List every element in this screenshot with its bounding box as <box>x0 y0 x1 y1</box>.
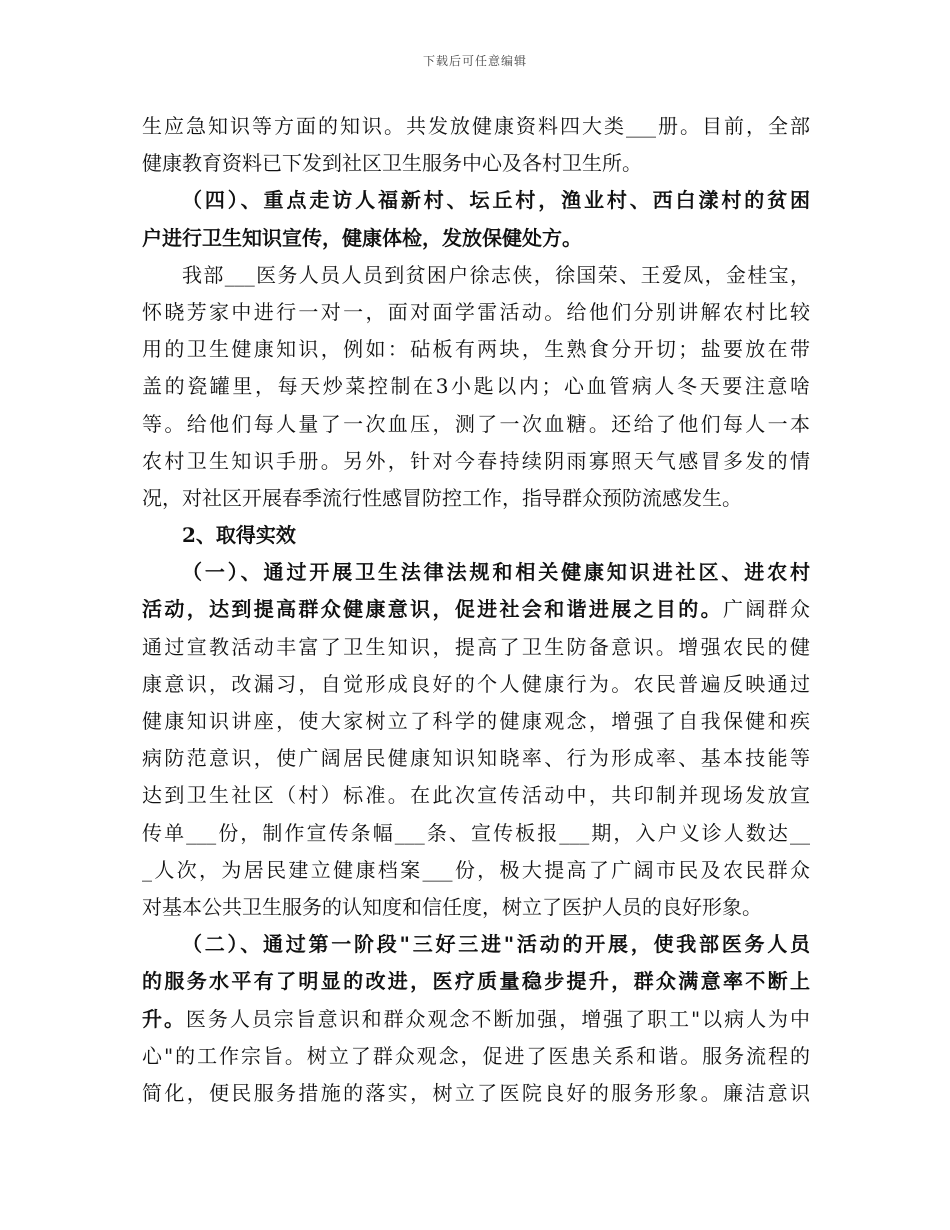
page-header: 下载后可任意编辑 <box>422 54 527 68</box>
text-line <box>142 331 810 368</box>
text-line <box>142 889 810 926</box>
line-text: 传单___份，制作宣传条幅___条、宣传板报___期，入户义诊人数达__ <box>142 820 810 845</box>
document-body <box>142 108 810 1112</box>
section-heading <box>142 926 810 963</box>
text-line <box>142 443 810 480</box>
bold-text: 升。 <box>142 1006 186 1031</box>
text-line <box>142 108 810 145</box>
text-line <box>142 294 810 331</box>
line-text: 等。给他们每人量了一次血压，测了一次血糖。还给了他们每人一本 <box>142 411 810 436</box>
line-text: （二）、通过第一阶段"三好三进"活动的开展，使我部医务人员 <box>182 932 810 957</box>
line-text: 农村卫生知识手册。另外，针对今春持续阴雨寡照天气感冒多发的情 <box>142 448 810 473</box>
section-heading <box>142 517 810 554</box>
text-line <box>142 591 810 628</box>
text-line <box>142 815 810 852</box>
line-text: 况，对社区开展春季流行性感冒防控工作，指导群众预防流感发生。 <box>142 485 742 510</box>
line-text: 达到卫生社区（村）标准。在此次宣传活动中，共印制并现场发放宣 <box>142 783 810 808</box>
line-text: 心"的工作宗旨。树立了群众观念，促进了医患关系和谐。服务流程的 <box>142 1043 810 1068</box>
text-line <box>142 777 810 814</box>
text-line <box>142 1001 810 1038</box>
line-text: 的服务水平有了明显的改进，医疗质量稳步提升，群众满意率不断上 <box>142 969 810 994</box>
line-text: 盖的瓷罐里，每天炒菜控制在3小匙以内；心血管病人冬天要注意啥 <box>142 374 810 399</box>
line-text: 医务人员宗旨意识和群众观念不断加强，增强了职工"以病人为中 <box>185 1006 810 1031</box>
section-heading <box>142 554 810 591</box>
section-heading <box>142 963 810 1000</box>
text-line <box>142 852 810 889</box>
line-text: 康意识，改漏习，自觉形成良好的个人健康行为。农民普遍反映通过 <box>142 671 810 696</box>
text-line <box>142 480 810 517</box>
line-text: 怀晓芳家中进行一对一，面对面学雷活动。给他们分别讲解农村比较 <box>142 299 810 324</box>
text-line <box>142 257 810 294</box>
line-text: 通过宣教活动丰富了卫生知识，提高了卫生防备意识。增强农民的健 <box>142 634 810 659</box>
line-text: 健康知识讲座，使大家树立了科学的健康观念，增强了自我保健和疾 <box>142 709 810 733</box>
text-line <box>142 1038 810 1075</box>
line-text: 健康教育资料已下发到社区卫生服务中心及各村卫生所。 <box>142 151 642 176</box>
text-line <box>142 703 810 740</box>
text-line <box>142 368 810 405</box>
text-line <box>142 629 810 666</box>
line-text: 户进行卫生知识宣传，健康体检，发放保健处方。 <box>142 225 582 250</box>
section-heading <box>142 182 810 219</box>
line-text: 我部___医务人员人员到贫困户徐志侠，徐国荣、王爱凤，金桂宝， <box>182 262 810 287</box>
line-text: 用的卫生健康知识，例如：砧板有两块，生熟食分开切；盐要放在带 <box>142 337 810 362</box>
line-text: （一）、通过开展卫生法律法规和相关健康知识进社区、进农村 <box>182 560 810 585</box>
line-text: 生应急知识等方面的知识。共发放健康资料四大类___册。目前，全部 <box>142 114 810 138</box>
text-line <box>142 406 810 443</box>
line-text: （四）、重点走访人福新村、坛丘村，渔业村、西白漾村的贫困 <box>182 188 810 213</box>
line-text: 2、取得实效 <box>182 523 296 548</box>
text-line <box>142 666 810 703</box>
line-text: 简化，便民服务措施的落实，树立了医院良好的服务形象。廉洁意识 <box>142 1080 810 1105</box>
bold-text: 活动，达到提高群众健康意识，促进社会和谐进展之目的。 <box>142 597 723 622</box>
line-text: _人次，为居民建立健康档案___份，极大提高了广阔市民及农民群众 <box>142 857 810 882</box>
text-line <box>142 740 810 777</box>
text-line <box>142 1075 810 1112</box>
line-text: 对基本公共卫生服务的认知度和信任度，树立了医护人员的良好形象。 <box>142 894 762 919</box>
section-heading <box>142 220 810 257</box>
text-line <box>142 145 810 182</box>
line-text: 广阔群众 <box>722 597 810 622</box>
line-text: 病防范意识，使广阔居民健康知识知晓率、行为形成率、基本技能等 <box>142 746 810 771</box>
